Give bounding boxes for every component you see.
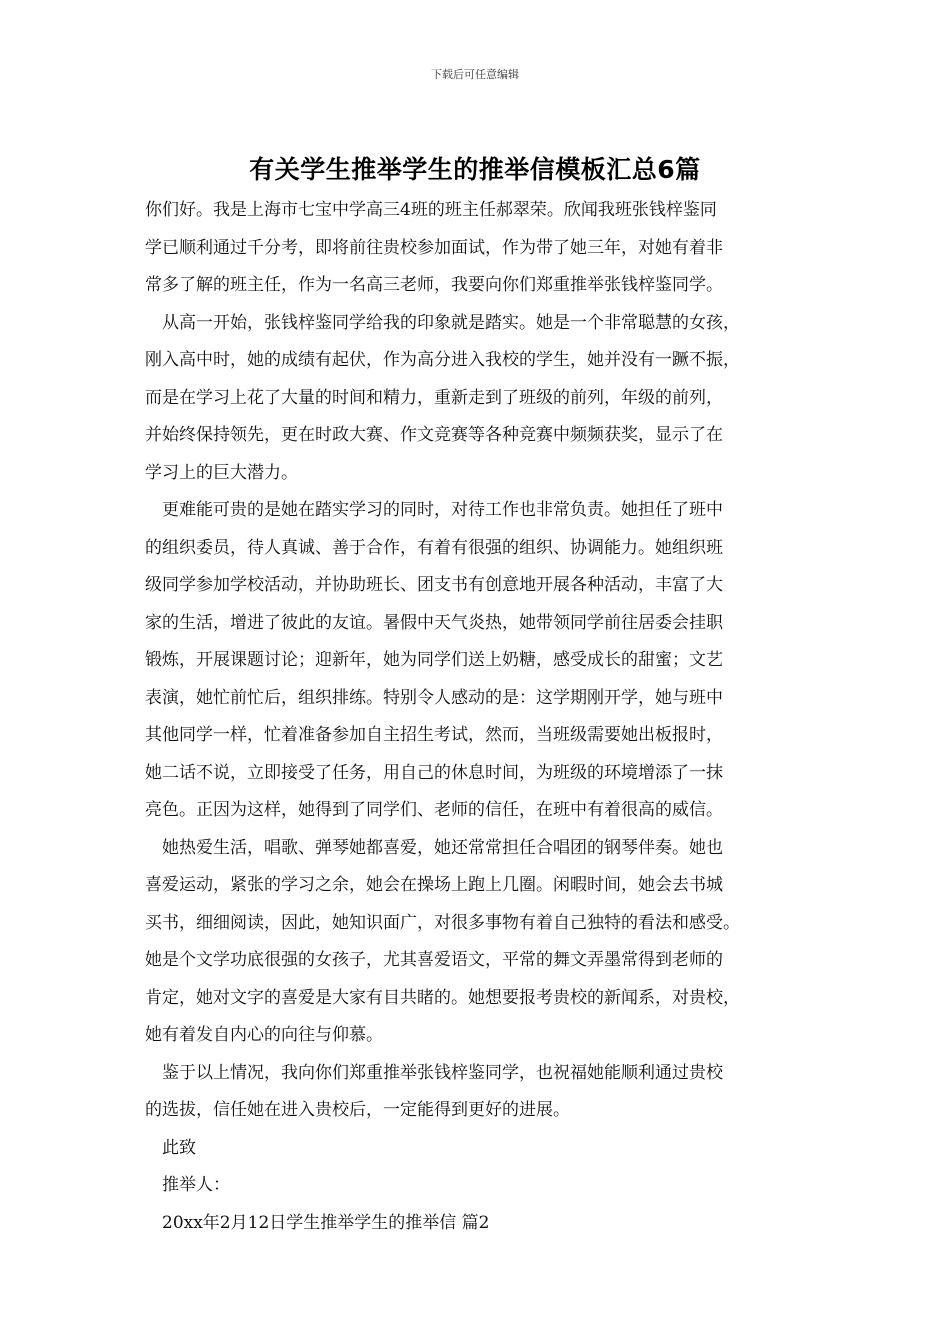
text-line: 家的生活，增进了彼此的友谊。暑假中天气炎热，她带领同学前往居委会挂职 xyxy=(145,612,723,633)
text-line: 肯定，她对文字的喜爱是大家有目共睹的。她想要报考贵校的新闻系，对贵校， xyxy=(145,987,740,1008)
text-line: 她二话不说，立即接受了任务，用自己的休息时间，为班级的环境增添了一抹 xyxy=(145,762,723,783)
text-line: 锻炼，开展课题讨论；迎新年，她为同学们送上奶糖，感受成长的甜蜜；文艺 xyxy=(145,650,723,670)
text-line: 级同学参加学校活动，并协助班长、团支书有创意地开展各种活动，丰富了大 xyxy=(145,575,723,595)
text-line: 的组织委员，待人真诚、善于合作，有着有很强的组织、协调能力。她组织班 xyxy=(145,537,723,558)
text-line: 喜爱运动，紧张的学习之余，她会在操场上跑上几圈。闲暇时间，她会去书城 xyxy=(145,875,723,895)
text-line: 鉴于以上情况，我向你们郑重推举张钱梓鉴同学，也祝福她能顺利通过贵校 xyxy=(145,1062,723,1083)
text-line: 她有着发自内心的向往与仰慕。 xyxy=(145,1025,383,1045)
text-line: 学习上的巨大潜力。 xyxy=(145,462,298,483)
text-line: 并始终保持领先，更在时政大赛、作文竞赛等各种竞赛中频频获奖，显示了在 xyxy=(145,425,723,445)
text-line: 刚入高中时，她的成绩有起伏，作为高分进入我校的学生，她并没有一蹶不振， xyxy=(145,350,740,370)
text-line: 她是个文学功底很强的女孩子，尤其喜爱语文，平常的舞文弄墨常得到老师的 xyxy=(145,950,723,970)
date-line: 20xx年2月12日学生推举学生的推举信 篇2 xyxy=(145,1212,490,1233)
text-line: 而是在学习上花了大量的时间和精力，重新走到了班级的前列，年级的前列， xyxy=(145,387,723,408)
text-line: 从高一开始，张钱梓鉴同学给我的印象就是踏实。她是一个非常聪慧的女孩， xyxy=(145,312,740,333)
document-title: 有关学生推举学生的推举信模板汇总6篇 xyxy=(249,155,701,184)
text-line: 常多了解的班主任，作为一名高三老师，我要向你们郑重推举张钱梓鉴同学。 xyxy=(145,275,723,295)
letter-body xyxy=(145,192,825,1242)
salutation-line: 此致 xyxy=(145,1137,196,1158)
text-line: 她热爱生活，唱歌、弹琴她都喜爱，她还常常担任合唱团的钢琴伴奏。她也 xyxy=(145,837,723,858)
text-line: 你们好。我是上海市七宝中学高三4班的班主任郝翠荣。欣闻我班张钱梓鉴同 xyxy=(145,200,717,220)
text-line: 的选拔，信任她在进入贵校后，一定能得到更好的进展。 xyxy=(145,1100,570,1120)
text-line: 买书，细细阅读，因此，她知识面广，对很多事物有着自己独特的看法和感受。 xyxy=(145,912,740,933)
text-line: 表演，她忙前忙后，组织排练。特别令人感动的是：这学期刚开学，她与班中 xyxy=(145,687,723,708)
text-line: 更难能可贵的是她在踏实学习的同时，对待工作也非常负责。她担任了班中 xyxy=(145,500,723,520)
recommender-line: 推举人： xyxy=(145,1175,230,1195)
text-line: 亮色。正因为这样，她得到了同学们、老师的信任，在班中有着很高的威信。 xyxy=(145,800,723,820)
text-line: 学已顺利通过千分考，即将前往贵校参加面试，作为带了她三年，对她有着非 xyxy=(145,237,723,258)
text-line: 其他同学一样，忙着准备参加自主招生考试，然而，当班级需要她出板报时， xyxy=(145,725,723,745)
header-note: 下载后可任意编辑 xyxy=(431,68,519,81)
